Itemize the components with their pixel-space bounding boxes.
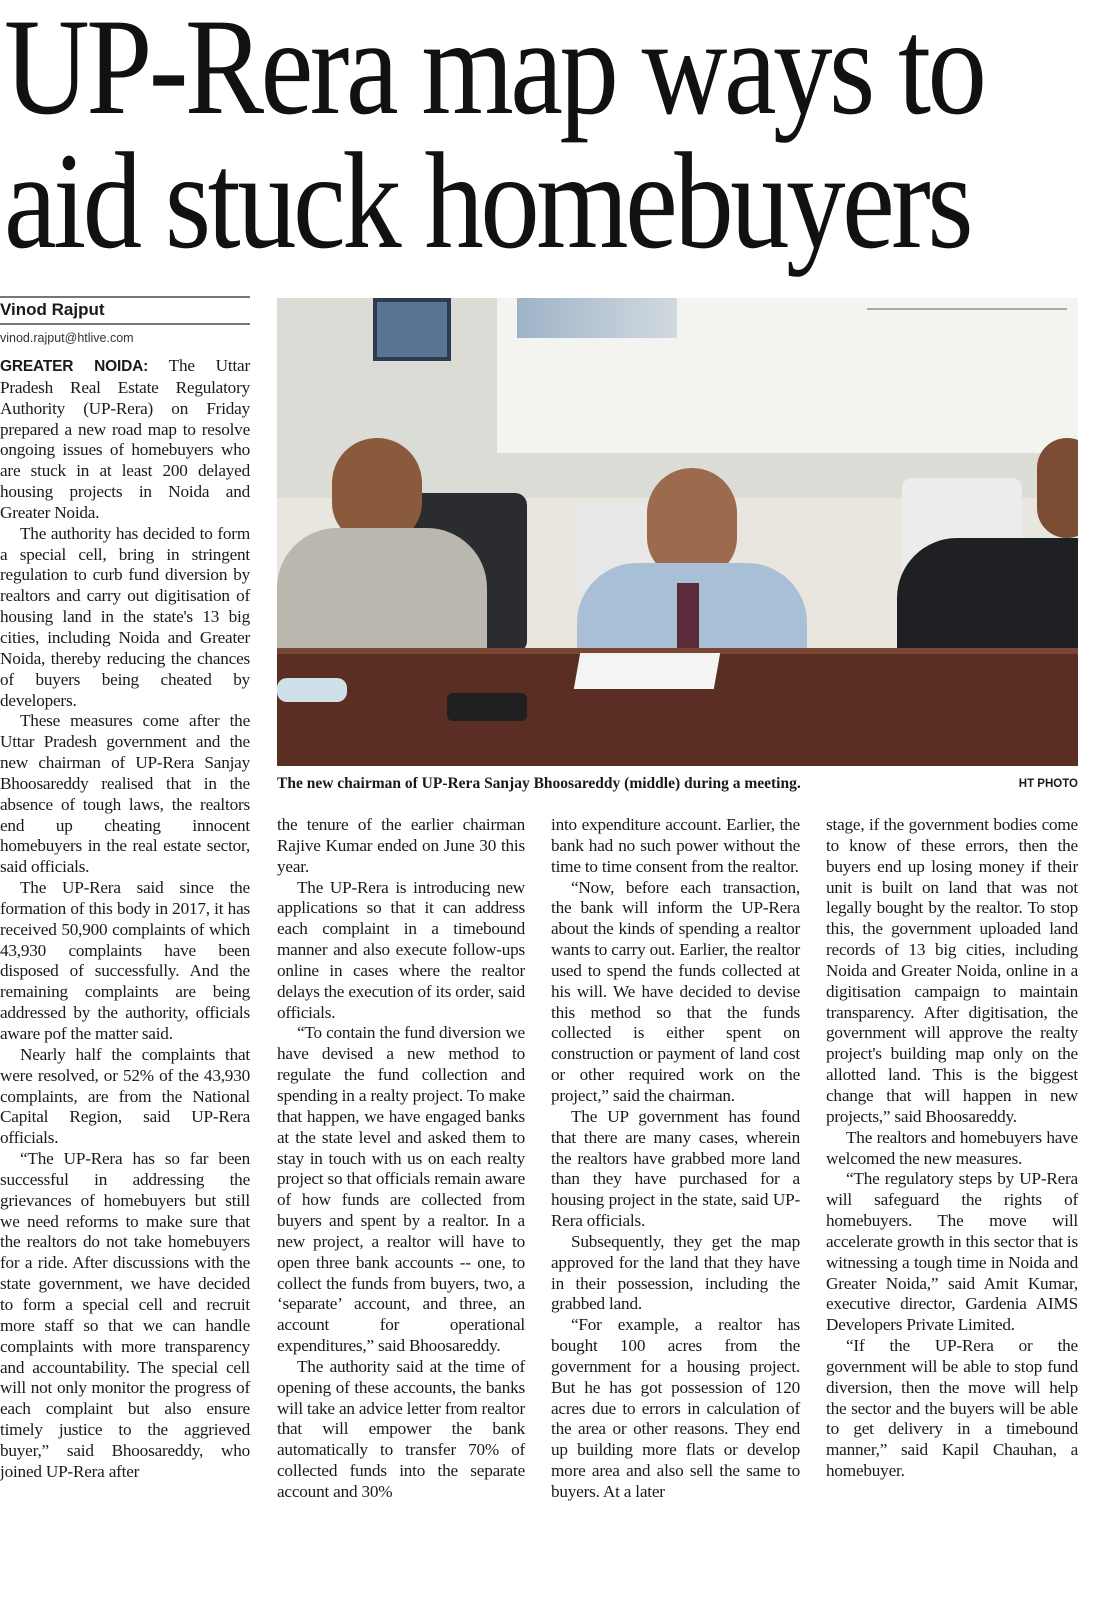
paragraph-text: “The regulatory steps by UP-Rera will safeguard the rights of homebuyers. The move will accelerate growth in this sector that is witnessing a tough time in Noida and Greater Noida,” said Amit Kumar, executive director, Gardenia AIMS Developers Private Limited.: [826, 1169, 1078, 1335]
byline-email: vinod.rajput@htlive.com: [0, 331, 134, 345]
paragraph-text: Subsequently, they get the map approved for the land that they have in their possession, including the grabbed land.: [551, 1231, 800, 1314]
article-paragraph: [551, 1232, 800, 1315]
article-paragraph: [551, 1107, 800, 1232]
article-paragraph: [551, 815, 800, 878]
paragraph-text: “The UP-Rera has so far been successful in addressing the grievances of homebuyers but still we need reforms to make sure that the realtors do not take homebuyers for a ride. After discussions with the state government, we have decided to form a special cell and recruit more staff so that we can handle complaints with more transparency and accountability. The special cell will not only monitor the progress of each complaint but also ensure timely justice to the aggrieved buyer,” said Bhoosareddy, who joined UP-Rera after: [0, 1149, 250, 1481]
article-paragraph: [826, 1336, 1078, 1482]
paragraph-text: “If the UP-Rera or the government will be able to stop fund diversion, then the move will help the sector and the buyers will be able to get delivery in a timebound manner,” said Kapil Chauhan, a homebuyer.: [826, 1336, 1078, 1481]
article-paragraph: [826, 1169, 1078, 1336]
paragraph-text: The Uttar Pradesh Real Estate Regulatory Authority (UP-Rera) on Friday prepared a new road map to resolve ongoing issues of homebuyers who are stuck in at least 200 delayed housing projects in Noida and Greater Noida.: [0, 356, 250, 522]
byline-rule-bottom: [0, 323, 250, 325]
paragraph-text: Nearly half the complaints that were resolved, or 52% of the 43,930 complaints, are from the National Capital Region, said UP-Rera officials.: [0, 1044, 250, 1148]
article-paragraph: [277, 815, 525, 878]
photo-caption: The new chairman of UP-Rera Sanjay Bhoosareddy (middle) during a meeting.: [277, 775, 801, 792]
paragraph-text: The UP-Rera said since the formation of this body in 2017, it has received 50,900 complaints of which 43,930 complaints have been disposed of successfully. And the remaining complaints are being addressed by the authority, officials aware pof the matter said.: [0, 878, 250, 1043]
article-column-1: [0, 356, 250, 1483]
article-paragraph: [826, 815, 1078, 1128]
article-paragraph: [277, 1023, 525, 1357]
photo-credit: HT PHOTO: [1018, 778, 1078, 790]
article-paragraph: [551, 878, 800, 1107]
byline-author: Vinod Rajput: [0, 300, 105, 319]
paragraph-text: into expenditure account. Earlier, the bank had no such power without the time to time consent from the realtor.: [551, 815, 800, 876]
article-paragraph: [551, 1315, 800, 1503]
article-paragraph: [0, 1149, 250, 1483]
paragraph-text: “To contain the fund diversion we have devised a new method to regulate the fund collection and spending in a realty project. To make that happen, we have engaged banks at the state level and asked them to stay in touch with us on each realty project so that officials remain aware of how funds are collected from buyers and spent by a realtor. In a new project, a realtor will have to open three bank accounts -- one, to collect the funds from buyers, two, a ‘separate’ account, and three, an account for operational expenditures,” said Bhoosareddy.: [277, 1023, 525, 1356]
paragraph-text: The UP government has found that there are many cases, wherein the realtors have grabbed more land than they have purchased for a housing project in the state, said UP-Rera officials.: [551, 1106, 800, 1231]
article-paragraph: [277, 878, 525, 1024]
paragraph-text: The realtors and homebuyers have welcomed the new measures.: [826, 1127, 1078, 1168]
paragraph-text: The UP-Rera is introducing new applications so that it can address each complaint in a timebound manner and also execute follow-ups online in cases where the realtor delays the execution of its order, said officials.: [277, 877, 525, 1022]
paragraph-text: The authority has decided to form a special cell, bring in stringent regulation to curb fund diversion by realtors and carry out digitisation of housing land in the state's 13 big cities, including Noida and Greater Noida, thereby reducing the chances of buyers being cheated by developers.: [0, 523, 250, 710]
article-paragraph: [0, 878, 250, 1045]
article-paragraph: [0, 356, 250, 524]
byline-rule-top: [0, 296, 250, 298]
article-column-2: [277, 815, 525, 1503]
article-paragraph: [277, 1357, 525, 1503]
article-paragraph: [0, 524, 250, 712]
article-column-4: [826, 815, 1078, 1482]
paragraph-text: These measures come after the Uttar Pradesh government and the new chairman of UP-Rera Sanjay Bhoosareddy realised that in the absence of tough laws, the realtors end up cheating innocent homebuyers in the real estate sector, said officials.: [0, 711, 250, 877]
article-photo: [277, 298, 1078, 766]
headline-line-2: aid stuck homebuyers: [4, 124, 971, 277]
paragraph-text: the tenure of the earlier chairman Rajive Kumar ended on June 30 this year.: [277, 815, 525, 876]
dateline: GREATER NOIDA:: [0, 358, 149, 375]
paragraph-text: stage, if the government bodies come to know of these errors, then the buyers end up losing money if their unit is built on land that was not legally bought by the realtor. To stop this, the government uploaded land records of 13 big cities, including Noida and Greater Noida, online in a digitisation campaign to maintain transparency. After digitisation, the government will approve the realty project's building map only on the allotted land. This is the biggest change that will happen in new projects,” said Bhoosareddy.: [826, 815, 1078, 1126]
article-column-3: [551, 815, 800, 1503]
article-paragraph: [826, 1128, 1078, 1170]
article-paragraph: [0, 711, 250, 878]
headline-line-1: UP-Rera map ways to: [4, 0, 984, 143]
paragraph-text: “For example, a realtor has bought 100 acres from the government for a housing project. But he has got possession of 120 acres due to errors in calculation of the area or other reasons. They end up building more flats or develop more area and also sell the same to buyers. At a later: [551, 1315, 800, 1501]
paragraph-text: The authority said at the time of opening of these accounts, the banks will take an advice letter from realtor that will empower the bank automatically to transfer 70% of collected funds into the separate account and 30%: [277, 1356, 525, 1501]
headline: [4, 0, 1114, 277]
article-paragraph: [0, 1045, 250, 1149]
paragraph-text: “Now, before each transaction, the bank will inform the UP-Rera about the kinds of spending a realtor wants to carry out. Earlier, the realtor used to spend the funds collected at his will. We have decided to devise this method so that the funds collected is either spent on construction or payment of land cost or other required work on the project,” said the chairman.: [551, 877, 801, 1105]
